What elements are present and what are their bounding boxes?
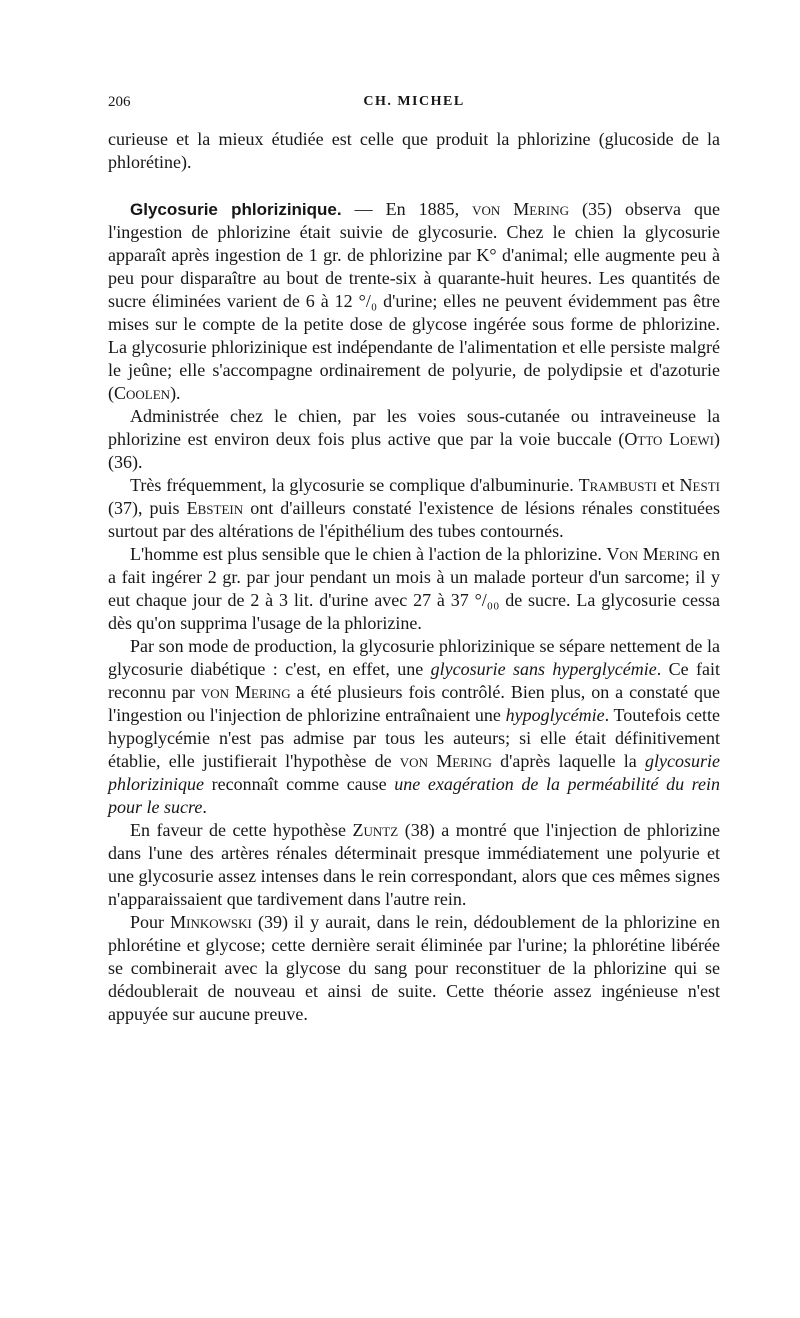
author-name: von Mering <box>472 199 570 219</box>
author-name: Ebstein <box>186 498 244 518</box>
author-name: Coolen <box>114 383 171 403</box>
text-run: en a fait ingérer 2 gr. par jour pendant un mois à un malade porteur d'un sarcome; il y eut chaque jour de 2 à 3 lit. d'urine avec 27 à 37 °/₀₀ de sucre. La glycosurie cessa dès qu'on supprima l'usage de la phlorizine. <box>108 544 720 633</box>
text-run: d'après laquelle la <box>491 751 646 771</box>
text-run: (35) observa que l'ingestion de phlorizine était suivie de glycosurie. Chez le chien la glycosurie apparaît après ingestion de 1 gr. de phlorizine par K° d'animal; elle augmente peu à peu pour disparaître au bout de trente-six à quarante-huit heures. Les quantités de sucre éliminées varient de 6 à 12 °/₀ d'urine; elles ne peuvent évidemment pas être mises sur le compte de la petite dose de glycose ingérée sous forme de phlorizine. La glycosurie phlorizinique est indépendante de l'alimentation et elle persiste malgré le jeûne; elle s'accompagne ordinairement de polyurie, de polydipsie et d'azoturie ( <box>108 199 721 403</box>
text-run: Administrée chez le chien, par les voies sous-cutanée ou intraveineuse la phlorizine est environ deux fois plus active que par la voie buccale ( <box>108 406 720 449</box>
paragraph-intro <box>108 128 720 174</box>
text-run: ont d'ailleurs constaté l'existence de lésions rénales constituées surtout par des altérations de l'épithélium des tubes contournés. <box>108 498 720 541</box>
paragraph-zuntz <box>108 819 720 911</box>
author-name: Minkowski <box>170 912 252 932</box>
text-run: Par son mode de production, la glycosurie phlorizinique se sépare nettement de la glycosurie diabétique : c'est, en effet, une <box>108 636 720 679</box>
text-run: L'homme est plus sensible que le chien à l'action de la phlorizine. <box>130 544 607 564</box>
text-run: (37), puis <box>108 498 187 518</box>
text-run: En faveur de cette hypothèse <box>130 820 353 840</box>
text-run: ) (36). <box>108 429 720 472</box>
paragraph-mode-production <box>108 635 720 819</box>
page-number: 206 <box>108 94 131 110</box>
paragraph-homme <box>108 543 720 635</box>
text-run: Pour <box>130 912 171 932</box>
text-run: . Toutefois cette hypoglycémie n'est pas admise par tous les auteurs; si elle était définitivement établie, elle justifierait l'hypothèse de <box>108 705 720 771</box>
text-run: . <box>202 797 207 817</box>
running-head: CH. MICHEL <box>363 94 465 109</box>
text-run: — En 1885, <box>341 199 473 219</box>
text-run: . Ce fait reconnu par <box>108 659 720 702</box>
italic-term: hypoglycémie <box>505 705 605 725</box>
paragraph-minkowski <box>108 911 720 1026</box>
author-name: Nesti <box>679 475 720 495</box>
paragraph-glycosurie <box>108 198 720 405</box>
text-run: ). <box>170 383 181 403</box>
italic-term: une exagération de la perméabilité du rein pour le sucre <box>108 774 721 817</box>
italic-term: glycosurie phlorizinique <box>108 751 721 794</box>
body-text <box>108 128 720 1026</box>
author-name: Zuntz <box>352 820 399 840</box>
page-header <box>108 94 720 114</box>
italic-term: glycosurie sans hyperglycémie <box>430 659 657 679</box>
author-name: Von Mering <box>606 544 699 564</box>
text-run: (39) il y aurait, dans le rein, dédoublement de la phlorizine en phlorétine et glycose; cette dernière serait éliminée par l'urine; la phlorétine libérée se combinerait avec la glycose du sang pour reconstituer de la phlorizine qui se dédoublerait de nouveau et ainsi de suite. Cette théorie assez ingénieuse n'est appuyée sur aucune preuve. <box>108 912 720 1024</box>
text-run: Très fréquemment, la glycosurie se complique d'albuminurie. <box>130 475 579 495</box>
text-run: (38) a montré que l'injection de phlorizine dans l'une des artères rénales déterminait presque immédiatement une polyurie et une glycosurie assez intenses dans le rein correspondant, alors que ces mêmes signes n'apparaissaient que tardivement dans l'autre rein. <box>108 820 720 909</box>
author-name: Trambusti <box>578 475 657 495</box>
author-name: Otto Loewi <box>624 429 714 449</box>
text-run: curieuse et la mieux étudiée est celle que produit la phlorizine (glucoside de la phlorétine). <box>108 129 720 172</box>
section-title: Glycosurie phlorizinique. <box>130 200 342 219</box>
text-run: a été plusieurs fois contrôlé. Bien plus, on a constaté que l'ingestion ou l'injection de phlorizine entraînaient une <box>108 682 720 725</box>
paragraph-albuminurie <box>108 474 720 543</box>
paragraph-administration <box>108 405 720 474</box>
author-name: von Mering <box>399 751 492 771</box>
text-run: et <box>656 475 680 495</box>
author-name: von Mering <box>200 682 291 702</box>
text-run: reconnaît comme cause <box>204 774 395 794</box>
